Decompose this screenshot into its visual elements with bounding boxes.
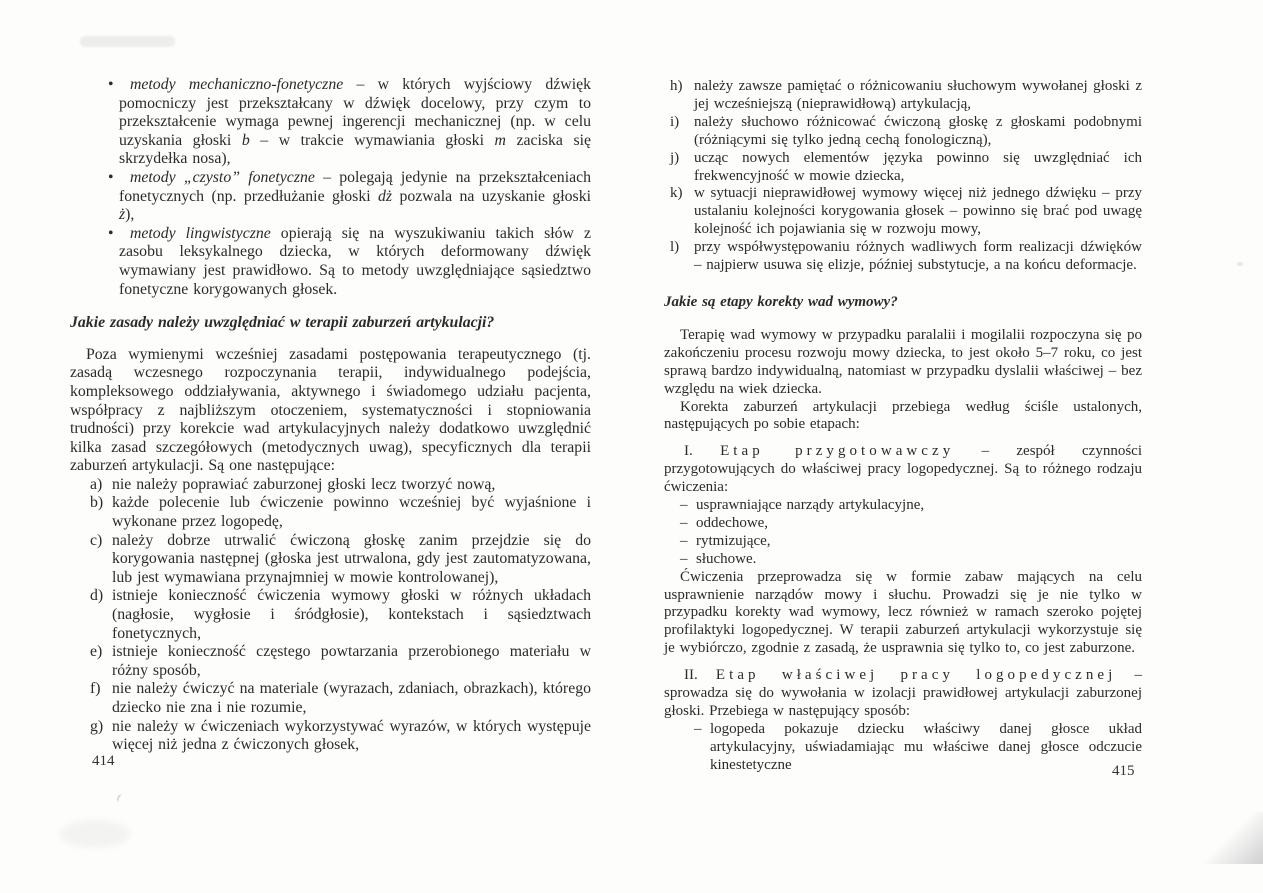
item-label: e) [90, 643, 103, 661]
list-item [664, 721, 1142, 775]
scan-smudge [60, 820, 130, 848]
item-label: h) [670, 78, 683, 94]
rules-list-continued [664, 78, 1142, 275]
bullet-icon: • [108, 168, 114, 186]
stage-text: – zespół czynności przygotowujących do właściwej pracy logopedycznej. Są to różnego rodzaju ćwiczenia: [664, 443, 1142, 496]
item-text: istnieje konieczność częstego powtarzania przerobionego materiału w różny sposób, [112, 643, 591, 679]
item-text: ucząc nowych elementów języka powinno się uwzględniać ich frekwencyjność w mowie dziecka, [694, 149, 1142, 184]
bullet-icon: • [108, 76, 114, 93]
stage-2-paragraph [664, 667, 1142, 721]
item-label: i) [670, 113, 680, 130]
item-text: rytmizujące, [696, 532, 771, 549]
scan-mark [116, 793, 128, 804]
item-label: a) [90, 475, 103, 493]
dash-icon: – [680, 514, 688, 531]
item-label: d) [90, 587, 104, 605]
item-text: istnieje konieczność ćwiczenia wymowy głoski w różnych układach (nagłosie, wygłosie i śródgłosie), kontekstach i sąsiedztwach fonetycznych, [112, 587, 591, 642]
page-number-right: 415 [1112, 763, 1135, 779]
exercise-type-list [664, 497, 1142, 569]
list-item [70, 476, 591, 495]
list-item [664, 497, 1142, 515]
list-item [70, 169, 591, 225]
paragraph: Terapię wad wymowy w przypadku paralalii i mogilalii rozpoczyna się po zakończeniu procesu rozwoju mowy dziecka, to jest około 5–7 roku, co jest sprawą bardzo indywidualną, natomiast w przypadku dyslalii właściwej – bez względu na wiek dziecka. [664, 326, 1142, 397]
item-text: oddechowe, [696, 514, 769, 531]
left-page [70, 76, 591, 755]
bullet-icon: • [108, 224, 114, 242]
dash-icon: – [694, 720, 702, 737]
list-item [70, 532, 591, 588]
item-text: należy dobrze utrwalić ćwiczoną głoskę zanim przejdzie się do korygowania następnej (głoska jest utrwalona, gdy jest zautomatyzowana, lub jest wymawiana przynajmniej w mowie kontrolowanej), [112, 531, 591, 586]
list-item [70, 680, 591, 717]
dash-icon: – [680, 497, 688, 514]
dash-icon: – [680, 532, 688, 549]
item-text: słuchowe. [696, 550, 757, 567]
item-label: b) [90, 494, 104, 512]
rules-list [70, 476, 591, 755]
bullet-text: metody „czysto” fonetyczne – polegają jedynie na przekształceniach fonetycznych (np. przedłużanie głoski dż pozwala na uzyskanie głoski ż), [119, 168, 592, 224]
scan-smudge [80, 36, 175, 47]
item-text: należy słuchowo różnicować ćwiczoną głoskę z głoskami podobnymi (różniącymi się tylko jedną cechą fonologiczną), [694, 113, 1142, 148]
item-text: nie należy w ćwiczeniach wykorzystywać wyrazów, w których występuje więcej niż jedna z ćwiczonych głosek, [112, 717, 591, 754]
item-label: j) [670, 149, 680, 166]
item-text: w sytuacji nieprawidłowej wymowy więcej niż jednego dźwięku – przy ustalaniu kolejności korygowania głosek – powinno się brać pod uwagę kolejność ich pojawiania się w rozwoju mowy, [694, 185, 1142, 238]
item-text: usprawniające narządy artykulacyjne, [696, 497, 925, 514]
stage-2-steps-list [664, 721, 1142, 775]
scan-speck [1237, 262, 1243, 266]
section-heading: Jakie zasady należy uwzględniać w terapii zaburzeń artykulacji? [70, 314, 495, 332]
scan-corner-shadow [1200, 812, 1263, 864]
stage-numeral: I. [684, 443, 693, 460]
section-heading: Jakie są etapy korekty wad wymowy? [664, 293, 898, 310]
list-item [664, 551, 1142, 569]
item-label: c) [90, 531, 103, 549]
paragraph: Poza wymienymi wcześniej zasadami postępowania terapeutycznego (tj. zasadą wczesnego rozpoczynania terapii, indywidualnego podejścia, kompleksowego oddziaływania, aktywnego i świadomego udziału pacjenta, współpracy z najbliższym otoczeniem, systematyczności i stopniowania trudności) przy korekcie wad artykulacyjnych należy dodatkowo uwzględnić kilka zasad szczegółowych (metodycznych uwag), specyficznych dla terapii zaburzeń artykulacji. Są one następujące: [70, 345, 591, 475]
item-label: k) [670, 185, 683, 202]
list-item [664, 150, 1142, 186]
item-text: nie należy poprawiać zaburzonej głoski lecz tworzyć nową, [112, 475, 496, 493]
item-text: nie należy ćwiczyć na materiale (wyrazach, zdaniach, obrazkach), którego dziecko nie zna i nie rozumie, [112, 680, 591, 716]
right-page [664, 78, 1142, 775]
item-label: g) [90, 717, 104, 735]
list-item [664, 78, 1142, 114]
item-text: przy współwystępowaniu różnych wadliwych form realizacji dźwięków – najpierw usuwa się elizje, później substytucje, a na końcu deformacje. [694, 239, 1142, 274]
list-item [664, 515, 1142, 533]
page-number-left: 414 [92, 753, 115, 769]
paragraph: Ćwiczenia przeprowadza się w formie zabaw mających na celu usprawnienie narządów mowy i słuchu. Prowadzi się je nie tylko w przypadku korekty wad wymowy, lecz również w ramach szeroko pojętej profilaktyki logopedycznej. W terapii zaburzeń artykulacji wykorzystuje się je wybiórczo, zgodnie z zasadą, że usprawnia się tylko to, co jest zaburzone. [664, 568, 1142, 657]
item-label: l) [670, 239, 680, 256]
methods-bullet-list [70, 76, 591, 299]
item-label: f) [90, 680, 101, 698]
list-item [664, 185, 1142, 239]
stage-text: – sprowadza się do wywołania w izolacji prawidłowej artykulacji zaburzonej głoski. Przebiega w następujący sposób: [664, 667, 1143, 719]
item-text: logopeda pokazuje dziecku właściwy danej głosce układ artykulacyjny, uświadamiając mu właściwe danej głosce odczucie kinestetyczne [710, 720, 1142, 773]
stage-title: Etap przygotowawczy [720, 443, 955, 460]
item-text: należy zawsze pamiętać o różnicowaniu słuchowym wywołanej głoski z jej wcześniejszą (nieprawidłową) artykulacją, [694, 78, 1142, 112]
list-item [70, 76, 591, 169]
stage-1-paragraph [664, 443, 1142, 497]
list-item [664, 533, 1142, 551]
item-text: każde polecenie lub ćwiczenie powinno wcześniej być wyjaśnione i wykonane przez logopedę, [112, 494, 591, 531]
stage-title: Etap właściwej pracy logopedycznej [715, 667, 1117, 684]
list-item [70, 718, 591, 755]
list-item [664, 114, 1142, 150]
list-item [70, 643, 591, 680]
bullet-text: metody mechaniczno-fonetyczne – w których wyjściowy dźwięk pomocniczy jest przekształcany w dźwięk docelowy, przy czym to przekształcenie wymaga pewnej ingerencji mechanicznej (np. w celu uzyskania głoski b – w trakcie wymawiania głoski m zaciska się skrzydełka nosa), [119, 76, 592, 168]
list-item [70, 587, 591, 643]
list-item [664, 239, 1142, 275]
list-item [70, 494, 591, 531]
dash-icon: – [680, 550, 688, 567]
paragraph: Korekta zaburzeń artykulacji przebiega według ściśle ustalonych, następujących po sobie etapach: [664, 398, 1142, 433]
bullet-text: metody lingwistyczne opierają się na wyszukiwaniu takich słów z zasobu leksykalnego dziecka, w których deformowany dźwięk wymawiany jest prawidłowo. Są to metody uwzględniające sąsiedztwo fonetyczne korygowanych głosek. [119, 224, 591, 298]
list-item [70, 225, 591, 299]
stage-numeral: II. [684, 667, 698, 684]
